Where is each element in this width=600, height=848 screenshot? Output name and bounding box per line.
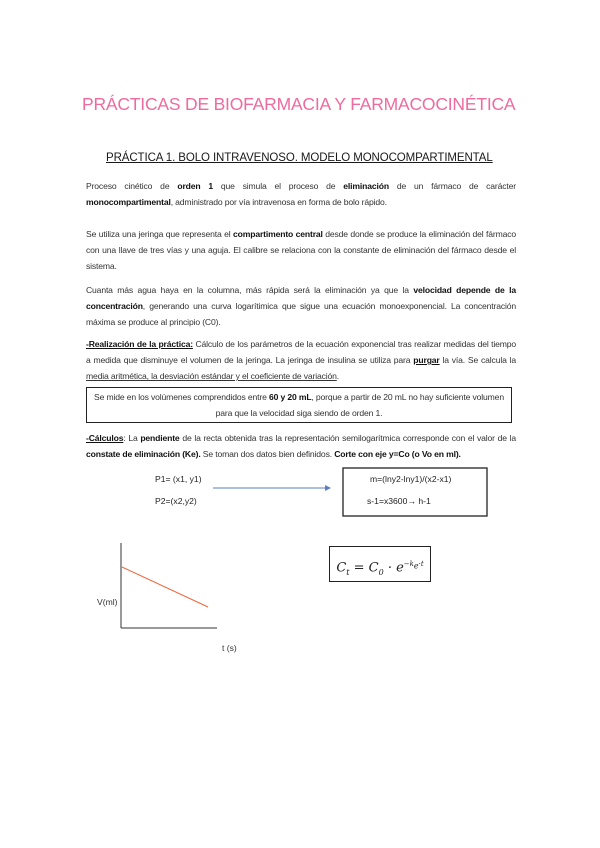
graph-y-label: V(ml) (97, 597, 118, 607)
connector-arrow-head (325, 485, 331, 491)
point-1-label: P1= (x1, y1) (155, 474, 202, 484)
unit-conversion: s-1=x3600→ h-1 (367, 496, 431, 506)
paragraph-velocity: Cuanta más agua haya en la columna, más rápida será la eliminación ya que la velocidad depende de la concentración, generando una curva logarítimica que sigue una ecuación monoexponencial. La concentración máxima se produce al principio (C0). (86, 285, 516, 327)
arrow-right-icon: → (407, 496, 416, 506)
note-box: Se mide en los volúmenes comprendidos entre 60 y 20 mL, porque a partir de 20 mL no hay suficiente volumen para que la velocidad siga siendo de orden 1. (86, 387, 512, 423)
point-2-label: P2=(x2,y2) (155, 496, 197, 506)
section-subtitle: PRÁCTICA 1. BOLO INTRAVENOSO. MODELO MONOCOMPARTIMENTAL (106, 152, 493, 164)
equation-frame (343, 468, 487, 516)
slope-formula: m=(lny2-lny1)/(x2-x1) (370, 474, 452, 484)
graph-decay-line (122, 567, 208, 607)
exponential-formula: $C_t = C_0 \cdot e^{-k_e\cdot t}$ (329, 546, 431, 582)
paragraph-calculations: -Cálculos: La pendiente de la recta obtenida tras la representación semilogarítmica corresponde con el valor de la constate de eliminación (Ke). Se toman dos datos bien definidos. Corte con eje y=Co (o Vo en ml). (86, 433, 516, 459)
paragraph-intro: Proceso cinético de orden 1 que simula el proceso de eliminación de un fármaco de carácter monocompartimental, administrado por vía intravenosa en forma de bolo rápido. (86, 181, 516, 207)
paragraph-procedure: -Realización de la práctica: Cálculo de los parámetros de la ecuación exponencial tras realizar medidas del tiempo a medida que disminuye el volumen de la jeringa. La jeringa de insulina se utiliza para purgar la vía. Se calcula la media aritmética, la desviación estándar y el coeficiente de variación. (86, 339, 516, 381)
paragraph-syringe: Se utiliza una jeringa que representa el compartimento central desde donde se produce la eliminación del fármaco con una llave de tres vías y una aguja. El calibre se relaciona con la constante de eliminación del fármaco desde el sistema. (86, 229, 516, 271)
graph-x-label: t (s) (222, 643, 237, 653)
page-title: PRÁCTICAS DE BIOFARMACIA Y FARMACOCINÉTICA (82, 94, 516, 114)
